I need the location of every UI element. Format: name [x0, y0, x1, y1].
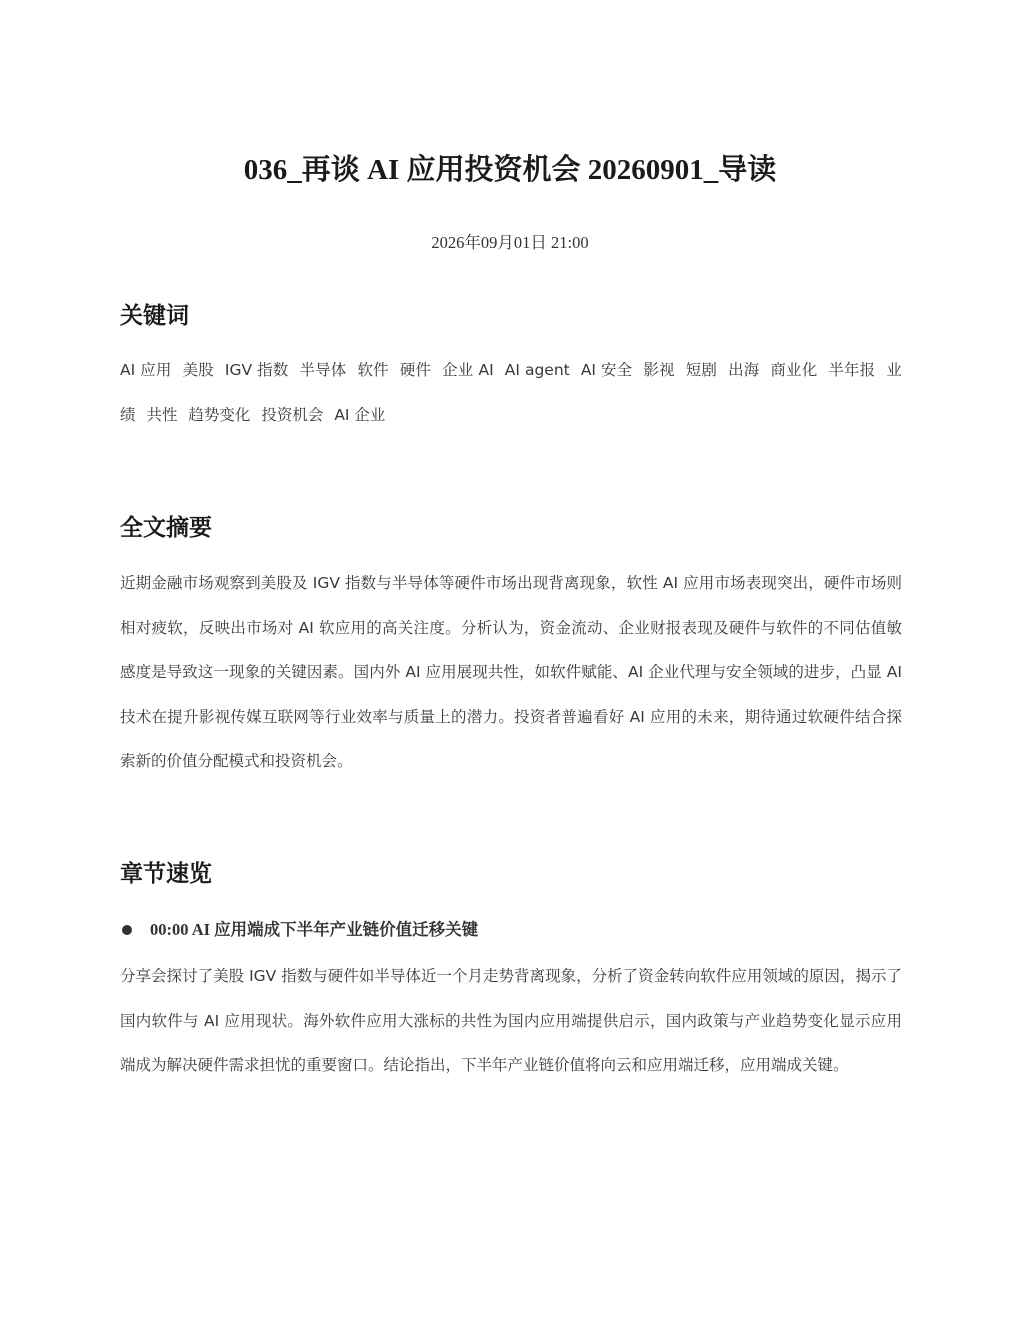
keyword: 半导体 — [299, 361, 347, 379]
keyword: 企业 AI — [442, 361, 494, 379]
chapter-title: 00:00 AI 应用端成下半年产业链价值迁移关键 — [150, 920, 479, 939]
keyword: AI agent — [504, 361, 570, 379]
keywords-heading: 关键词 — [120, 303, 189, 329]
keyword: 共性 — [146, 405, 178, 424]
keyword: 短剧 — [685, 361, 718, 379]
keyword: AI 安全 — [580, 361, 633, 379]
keyword: 半年报 — [828, 361, 876, 379]
keyword: AI 企业 — [334, 405, 386, 424]
bullet-icon — [122, 925, 132, 935]
keyword: 硬件 — [399, 361, 432, 379]
chapters-heading: 章节速览 — [120, 861, 212, 887]
keywords-list — [120, 348, 902, 437]
keyword: 趋势变化 — [188, 405, 251, 424]
keyword: 软件 — [357, 361, 389, 379]
keyword: 影视 — [643, 361, 675, 379]
summary-heading: 全文摘要 — [120, 515, 212, 541]
document-date: 2026年09月01日 21:00 — [431, 233, 589, 252]
keyword: 投资机会 — [261, 405, 324, 424]
summary-paragraph: 近期金融市场观察到美股及 IGV 指数与半导体等硬件市场出现背离现象，软性 AI 应用市场表现突出，硬件市场则相对疲软，反映出市场对 AI 软应用的高关注度。分析认为，资金流动、企业财报表现及硬件与软件的不同估值敏感度是导致这一现象的关键因素。国内外 AI 应用展现共性，如软件赋能、AI 企业代理与安全领域的进步，凸显 AI 技术在提升影视传媒互联网等行业效率与质量上的潜力。投资者普遍看好 AI 应用的未来，期待通过软硬件结合探索新的价值分配模式和投资机会。 — [120, 574, 902, 770]
document-title: 036_再谈 AI 应用投资机会 20260901_导读 — [243, 154, 777, 186]
keyword: 商业化 — [770, 361, 818, 379]
chapter-summary: 分享会探讨了美股 IGV 指数与硬件如半导体近一个月走势背离现象，分析了资金转向软件应用领域的原因，揭示了国内软件与 AI 应用现状。海外软件应用大涨标的共性为国内应用端提供启示，国内政策与产业趋势变化显示应用端成为解决硬件需求担忧的重要窗口。结论指出，下半年产业链价值将向云和应用端迁移，应用端成关键。 — [120, 967, 902, 1074]
keyword: AI 应用 — [120, 361, 172, 379]
keyword: 美股 — [182, 361, 214, 379]
keyword: 出海 — [728, 361, 760, 379]
keyword: IGV 指数 — [224, 361, 289, 379]
chapter-item — [120, 916, 900, 944]
keyword: 业绩 — [120, 361, 902, 424]
